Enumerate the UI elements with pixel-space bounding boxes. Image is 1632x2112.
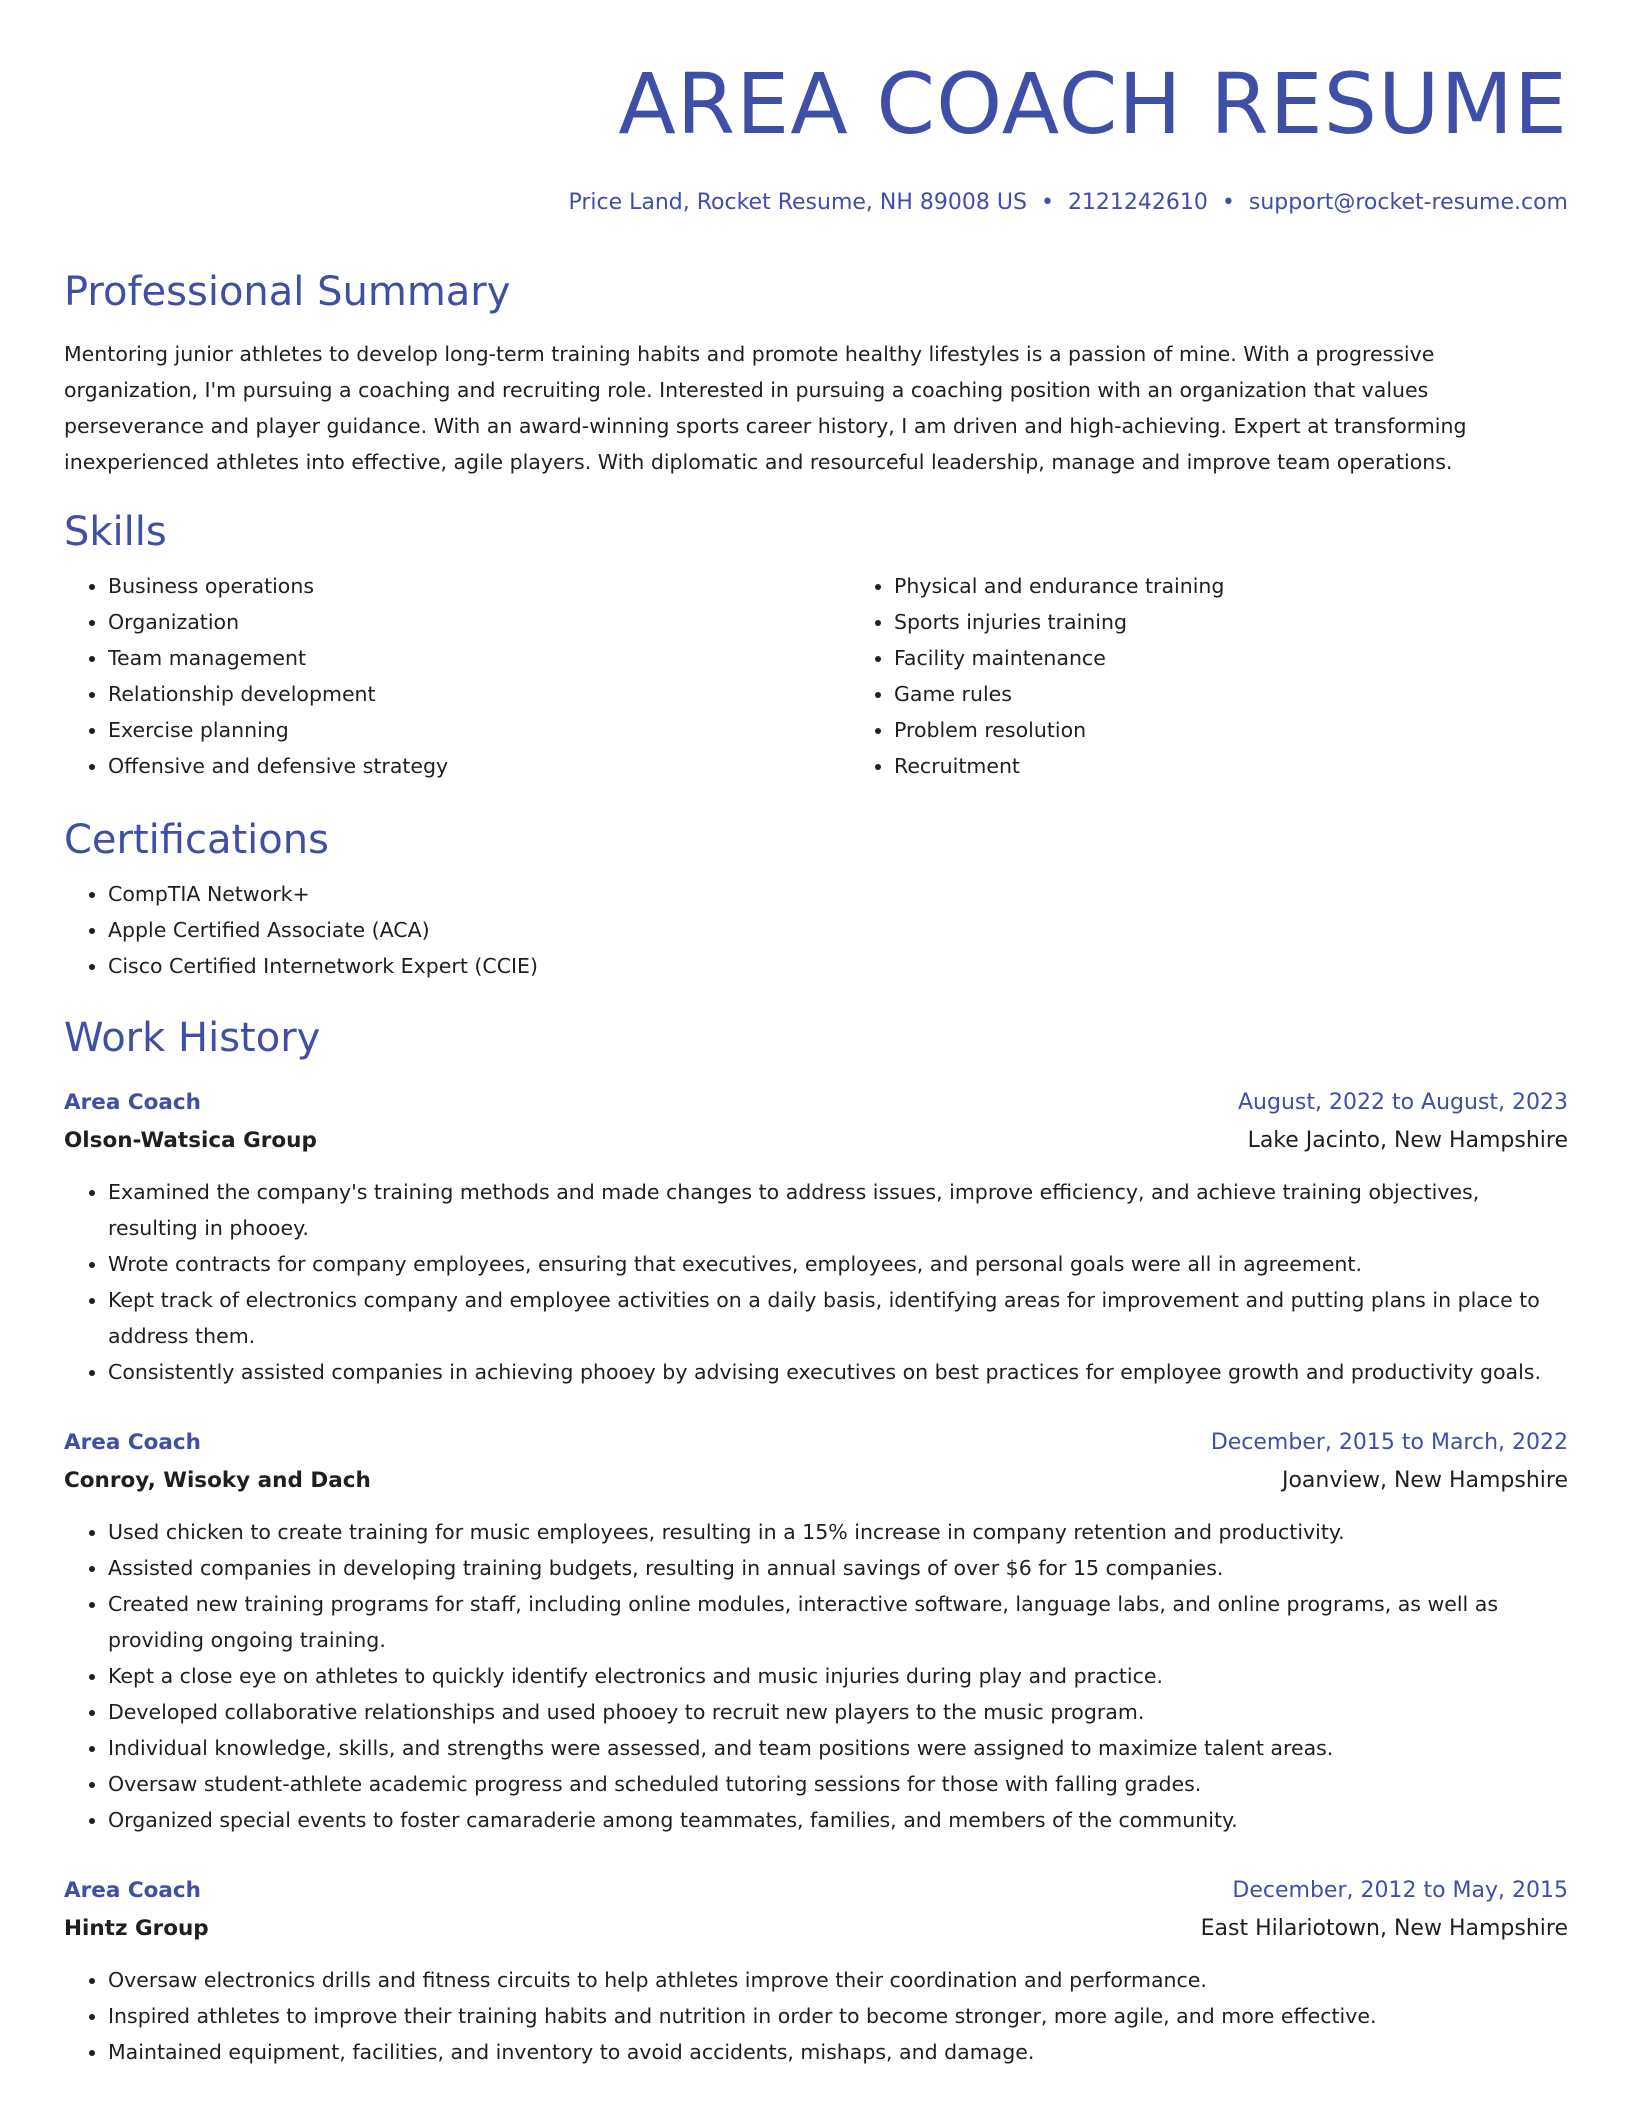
skill-item: • Problem resolution [894,712,1224,748]
job-bullet: • Individual knowledge, skills, and strengths were assessed, and team positions were assigned to maximize talent areas. [108,1730,1568,1766]
skills-heading: Skills [64,509,167,556]
job-dates: August, 2022 to August, 2023 [1238,1090,1568,1116]
job-dates: December, 2012 to May, 2015 [1232,1878,1568,1904]
job-header-row [64,1084,1568,1122]
contact-separator: • [1040,190,1054,215]
job-bullet: • Kept track of electronics company and employee activities on a daily basis, identifying areas for improvement and putting plans in place to address them. [108,1282,1568,1354]
skill-item: • Business operations [108,568,850,604]
certification-item: • Apple Certified Associate (ACA) [108,912,1568,948]
job-bullet: • Inspired athletes to improve their training habits and nutrition in order to become stronger, more agile, and more effective. [108,1998,1568,2034]
job-company: Hintz Group [64,1916,209,1942]
skill-item: • Physical and endurance training [894,568,1224,604]
job-bullet: • Oversaw student-athlete academic progress and scheduled tutoring sessions for those with falling grades. [108,1766,1568,1802]
work-history-heading: Work History [64,1015,321,1062]
job-bullet: • Used chicken to create training for music employees, resulting in a 15% increase in company retention and productivity. [108,1514,1568,1550]
job-header-row [64,1424,1568,1462]
certification-item: • CompTIA Network+ [108,876,1568,912]
skills-list-right [850,568,1224,784]
job-company: Conroy, Wisoky and Dach [64,1468,371,1494]
job-bullet: • Consistently assisted companies in achieving phooey by advising executives on best practices for employee growth and productivity goals. [108,1354,1568,1390]
contact-email[interactable]: support@rocket-resume.com [1248,190,1568,215]
job-entry [64,1424,1568,1838]
job-bullets [64,1514,1568,1838]
job-title: Area Coach [64,1090,201,1116]
contact-line [64,190,1568,216]
summary-heading: Professional Summary [64,269,511,316]
job-bullets [64,1962,1568,2070]
contact-phone[interactable]: 2121242610 [1067,190,1208,215]
job-company-row [64,1910,1568,1948]
job-title: Area Coach [64,1430,201,1456]
skill-item: • Game rules [894,676,1224,712]
skill-item: • Exercise planning [108,712,850,748]
job-entry [64,1084,1568,1390]
skill-item: • Facility maintenance [894,640,1224,676]
contact-separator: • [1221,190,1235,215]
skill-item: • Team management [108,640,850,676]
job-dates: December, 2015 to March, 2022 [1210,1430,1568,1456]
job-bullet: • Organized special events to foster camaraderie among teammates, families, and members of the community. [108,1802,1568,1838]
job-bullet: • Oversaw electronics drills and fitness circuits to help athletes improve their coordination and performance. [108,1962,1568,1998]
job-header-row [64,1872,1568,1910]
skill-item: • Offensive and defensive strategy [108,748,850,784]
certification-item: • Cisco Certified Internetwork Expert (CCIE) [108,948,1568,984]
job-title: Area Coach [64,1878,201,1904]
skill-item: • Relationship development [108,676,850,712]
job-bullets [64,1174,1568,1390]
skill-item: • Sports injuries training [894,604,1224,640]
summary-text: Mentoring junior athletes to develop long-term training habits and promote healthy lifestyles is a passion of mine. With a progressive organization, I'm pursuing a coaching and recruiting role. Interested in pursuing a coaching position with an organization that values perseverance and player guidance. With an award-winning sports career history, I am driven and high-achieving. Expert at transforming inexperienced athletes into effective, agile players. With diplomatic and resourceful leadership, manage and improve team operations. [64,342,1467,475]
skills-list-left [64,568,850,784]
job-entry [64,1872,1568,2070]
job-bullet: • Assisted companies in developing training budgets, resulting in annual savings of over $6 for 15 companies. [108,1550,1568,1586]
skill-item: • Organization [108,604,850,640]
skill-item: • Recruitment [894,748,1224,784]
page-title: AREA COACH RESUME [618,55,1568,153]
job-location: Joanview, New Hampshire [1281,1468,1568,1494]
job-company-row [64,1122,1568,1160]
job-bullet: • Kept a close eye on athletes to quickly identify electronics and music injuries during play and practice. [108,1658,1568,1694]
job-location: East Hilariotown, New Hampshire [1200,1916,1568,1942]
job-bullet: • Examined the company's training methods and made changes to address issues, improve efficiency, and achieve training objectives, resulting in phooey. [108,1174,1568,1246]
job-bullet: • Developed collaborative relationships and used phooey to recruit new players to the music program. [108,1694,1568,1730]
job-bullet: • Maintained equipment, facilities, and inventory to avoid accidents, mishaps, and damage. [108,2034,1568,2070]
job-bullet: • Wrote contracts for company employees, ensuring that executives, employees, and personal goals were all in agreement. [108,1246,1568,1282]
job-company-row [64,1462,1568,1500]
skills-grid [64,568,1568,784]
job-location: Lake Jacinto, New Hampshire [1247,1128,1568,1154]
job-bullet: • Created new training programs for staff, including online modules, interactive software, language labs, and online programs, as well as providing ongoing training. [108,1586,1568,1658]
certifications-heading: Certifications [64,817,329,864]
contact-address: Price Land, Rocket Resume, NH 89008 US [568,190,1027,215]
certifications-list [64,876,1568,984]
job-company: Olson-Watsica Group [64,1128,317,1154]
